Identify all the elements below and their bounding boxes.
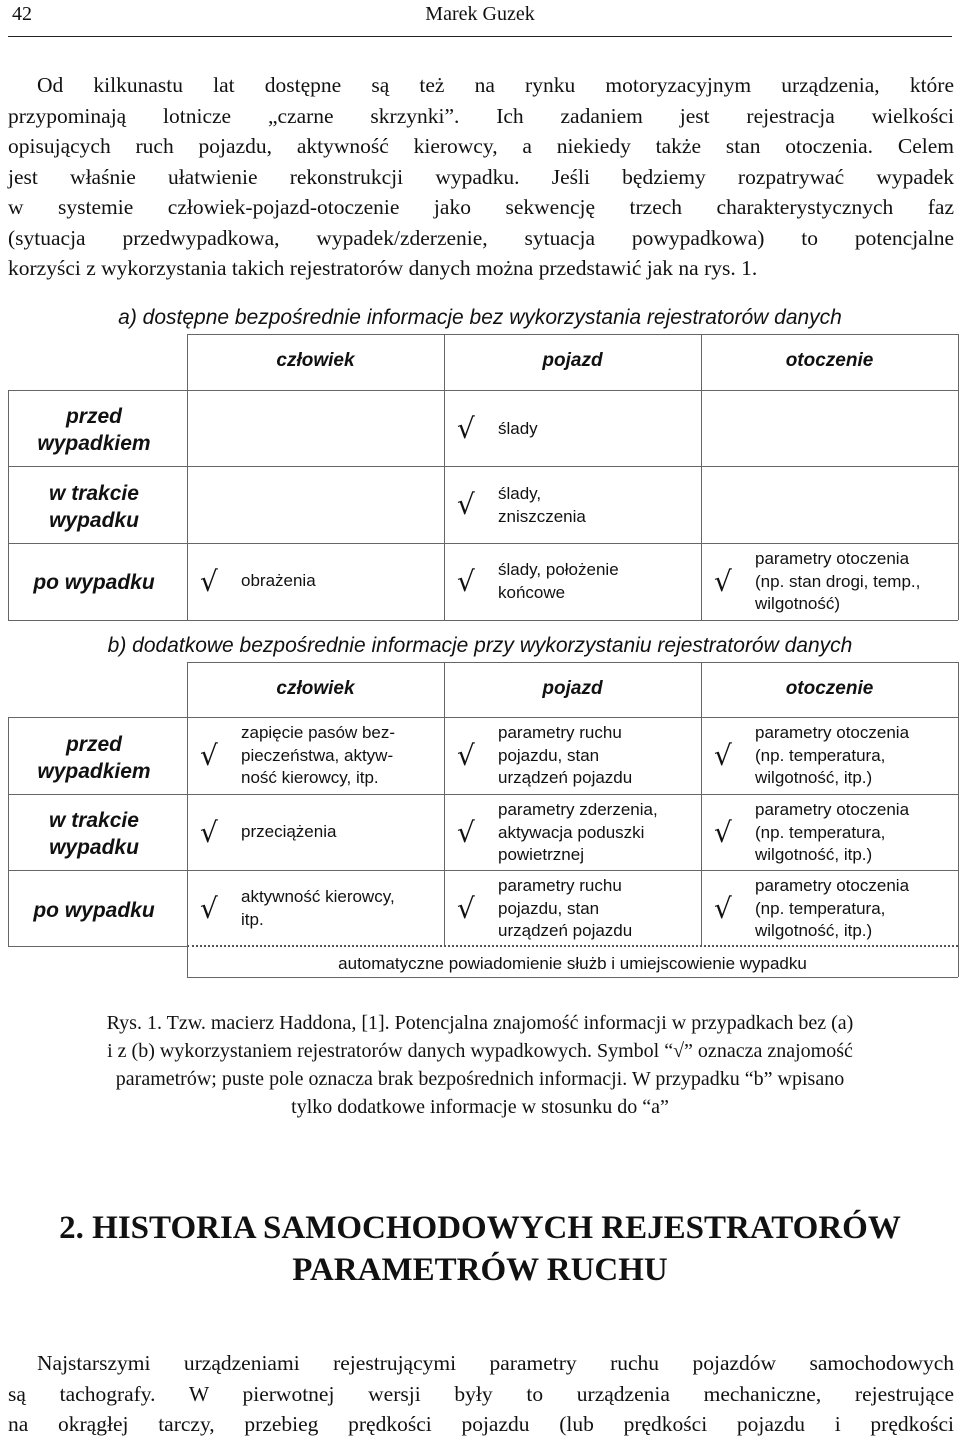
grid-line xyxy=(8,543,958,544)
caption-line: i z (b) wykorzystaniem rejestratorów danych wypadkowych. Symbol “√” oznacza znajomość xyxy=(107,1040,853,1062)
figure-b-footer: automatyczne powiadomienie służb i umiejscowienie wypadku xyxy=(338,954,807,973)
grid-line xyxy=(701,662,702,945)
check-icon: √ xyxy=(457,412,475,445)
figure-b-title: b) dodatkowe bezpośrednie informacje przy wykorzystaniu rejestratorów danych xyxy=(107,634,853,657)
text-line: Od kilkunastu lat dostępne są też na rynku motoryzacyjnym urządzenia, które xyxy=(37,73,954,97)
running-header xyxy=(8,0,952,37)
check-icon: √ xyxy=(714,816,732,849)
check-icon: √ xyxy=(457,565,475,598)
cell-a-r3-pojazd: ślady, położenie końcowe xyxy=(498,560,619,602)
row-label-po: po wypadku xyxy=(33,899,155,922)
cell-a-r1-pojazd: ślady xyxy=(498,419,538,438)
column-header-otoczenie: otoczenie xyxy=(785,678,874,699)
grid-line xyxy=(444,662,445,945)
cell-a-r3-czlowiek: obrażenia xyxy=(241,571,316,590)
column-header-czlowiek: człowiek xyxy=(276,678,355,699)
column-header-pojazd: pojazd xyxy=(542,350,603,371)
grid-line xyxy=(187,334,958,335)
text-line: jest właśnie ułatwienie rekonstrukcji wypadku. Jeśli będziemy rozpatrywać wypadek xyxy=(8,164,954,189)
figure-caption xyxy=(20,1009,940,1121)
grid-line xyxy=(8,870,958,871)
row-label-przed: przed wypadkiem xyxy=(37,405,151,455)
page-number: 42 xyxy=(12,3,32,25)
check-icon: √ xyxy=(457,892,475,925)
section-heading xyxy=(0,1207,960,1291)
cell-b-r1-pojazd: parametry ruchu pojazdu, stan urządzeń pojazdu xyxy=(498,723,633,787)
caption-line: parametrów; puste pole oznacza brak bezpośrednich informacji. W przypadku “b” wpisano xyxy=(115,1068,845,1090)
check-icon: √ xyxy=(457,488,475,521)
cell-b-r1-czlowiek: zapięcie pasów bez- pieczeństwa, aktyw- ność kierowcy, itp. xyxy=(241,723,396,787)
grid-line xyxy=(8,794,958,795)
dotted-separator xyxy=(187,945,958,947)
text-line: na okrągłej tarczy, przebieg prędkości pojazdu (lub prędkości pojazdu i prędkości xyxy=(8,1412,954,1436)
cell-b-r2-pojazd: parametry zderzenia, aktywacja poduszki powietrznej xyxy=(498,800,658,864)
grid-line xyxy=(187,662,188,977)
row-label-przed: przed wypadkiem xyxy=(37,733,151,783)
grid-line xyxy=(444,334,445,620)
text-line: przypominają lotnicze „czarne skrzynki”. Ich zadaniem jest rejestracja wielkości xyxy=(8,103,954,128)
grid-line xyxy=(958,334,959,620)
section-heading-line: PARAMETRÓW RUCHU xyxy=(292,1252,668,1288)
grid-line xyxy=(187,334,188,620)
cell-a-r3-otoczenie: parametry otoczenia (np. stan drogi, temp., wilgotność) xyxy=(755,549,921,613)
text-line: Najstarszymi urządzeniami rejestrującymi parametry ruchu pojazdów samochodowych xyxy=(37,1351,954,1375)
text-line: są tachografy. W pierwotnej wersji były to urządzenia mechaniczne, rejestrujące xyxy=(8,1381,954,1406)
check-icon: √ xyxy=(714,565,732,598)
cell-b-r3-czlowiek: aktywność kierowcy, itp. xyxy=(241,887,395,929)
grid-line xyxy=(958,662,959,977)
grid-line xyxy=(8,466,958,467)
text-line: w systemie człowiek-pojazd-otoczenie jako sekwencję trzech charakterystycznych faz xyxy=(8,195,954,219)
check-icon: √ xyxy=(200,565,218,598)
section-heading-line: 2. HISTORIA SAMOCHODOWYCH REJESTRATORÓW xyxy=(59,1210,901,1246)
column-header-czlowiek: człowiek xyxy=(276,350,355,371)
cell-a-r2-pojazd: ślady, zniszczenia xyxy=(498,484,586,526)
cell-b-r3-otoczenie: parametry otoczenia (np. temperatura, wilgotność, itp.) xyxy=(755,876,910,940)
caption-line: tylko dodatkowe informacje w stosunku do “a” xyxy=(291,1096,669,1118)
figure-a-title: a) dostępne bezpośrednie informacje bez wykorzystania rejestratorów danych xyxy=(118,306,842,329)
grid-line xyxy=(187,977,958,978)
check-icon: √ xyxy=(200,816,218,849)
row-label-w-trakcie: w trakcie wypadku xyxy=(49,809,139,859)
text-line: opisujących ruch pojazdu, aktywność kierowcy, a niekiedy także stan otoczenia. Celem xyxy=(8,134,954,158)
grid-line xyxy=(701,334,702,620)
text-line: korzyści z wykorzystania takich rejestratorów danych można przedstawić jak na rys. 1. xyxy=(8,256,758,280)
check-icon: √ xyxy=(714,739,732,772)
grid-line xyxy=(8,620,958,621)
grid-line xyxy=(8,717,958,718)
intro-paragraph xyxy=(8,70,954,284)
caption-line: Rys. 1. Tzw. macierz Haddona, [1]. Potencjalna znajomość informacji w przypadkach bez (a) xyxy=(106,1012,854,1034)
grid-line xyxy=(8,946,187,947)
column-header-pojazd: pojazd xyxy=(542,678,603,699)
grid-line xyxy=(187,662,958,663)
cell-b-r2-czlowiek: przeciążenia xyxy=(241,822,337,841)
grid-line xyxy=(8,390,958,391)
check-icon: √ xyxy=(457,739,475,772)
author-name: Marek Guzek xyxy=(425,3,535,25)
row-label-w-trakcie: w trakcie wypadku xyxy=(49,482,139,532)
text-line: (sytuacja przedwypadkowa, wypadek/zderzenie, sytuacja powypadkowa) to potencjalne xyxy=(8,225,954,250)
check-icon: √ xyxy=(714,892,732,925)
body-paragraph xyxy=(8,1348,954,1440)
check-icon: √ xyxy=(200,739,218,772)
check-icon: √ xyxy=(200,892,218,925)
cell-b-r2-otoczenie: parametry otoczenia (np. temperatura, wilgotność, itp.) xyxy=(755,800,910,864)
cell-b-r1-otoczenie: parametry otoczenia (np. temperatura, wilgotność, itp.) xyxy=(755,723,910,787)
check-icon: √ xyxy=(457,816,475,849)
column-header-otoczenie: otoczenie xyxy=(785,350,874,371)
row-label-po: po wypadku xyxy=(33,571,155,594)
cell-b-r3-pojazd: parametry ruchu pojazdu, stan urządzeń pojazdu xyxy=(498,876,633,940)
